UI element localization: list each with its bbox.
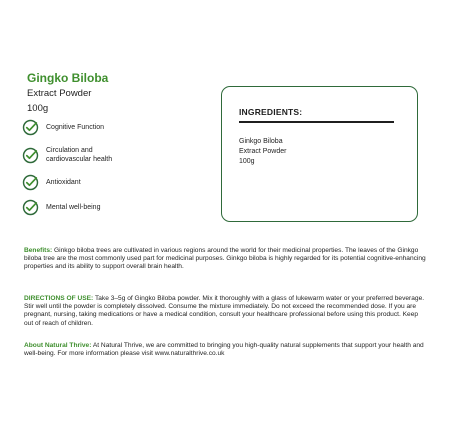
directions-text: Take 3–5g of Gingko Biloba powder. Mix it thoroughly with a glass of lukewarm water or your preferred beverage. Stir well until the powder is completely dissolved. Consume the mixture immediately. Do not exceed the recommended dose. If you are pregnant, nursing, taking medications or have a medical condition, consult your healthcare professional before using this product. Keep out of reach of children. <box>24 295 425 327</box>
benefit-label: Antioxidant <box>46 179 81 186</box>
about-text: At Natural Thrive, we are committed to bringing you high-quality natural supplements that support your health and well-being. For more information please visit www.naturalthrive.co.uk <box>24 342 424 358</box>
directions-paragraph <box>24 295 429 328</box>
product-title: Gingko Biloba <box>27 71 109 85</box>
about-paragraph <box>24 342 429 358</box>
directions-label: DIRECTIONS OF USE: <box>24 295 94 302</box>
benefit-label: Cognitive Function <box>46 124 104 131</box>
ingredients-box <box>221 86 418 222</box>
benefit-item-circulation <box>22 146 112 164</box>
ingredient-line: Ginkgo Biloba <box>239 138 283 145</box>
ingredients-heading: INGREDIENTS: <box>239 107 303 117</box>
ingredient-line: 100g <box>239 158 255 165</box>
benefit-label: Circulation and cardiovascular health <box>46 147 113 163</box>
product-weight: 100g <box>27 103 49 114</box>
product-subtitle: Extract Powder <box>27 88 92 99</box>
benefit-item-mental-well-being <box>22 199 100 216</box>
benefits-paragraph <box>24 247 429 272</box>
check-circle-icon <box>22 199 39 216</box>
benefit-item-antioxidant <box>22 174 81 191</box>
benefit-item-cognitive-function <box>22 119 104 136</box>
check-circle-icon <box>22 174 39 191</box>
benefits-label: Benefits: <box>24 247 53 254</box>
benefits-text: Ginkgo biloba trees are cultivated in various regions around the world for their medicinal properties. The leaves of the Ginkgo biloba tree are the most commonly used part for medicinal purposes. Ginkgo biloba is highly regarded for its potential cognitive-enhancing properties and its ability to support overall brain health. <box>24 247 426 271</box>
ingredient-line: Extract Powder <box>239 148 287 155</box>
check-circle-icon <box>22 147 39 164</box>
check-circle-icon <box>22 119 39 136</box>
ingredients-divider <box>239 121 394 123</box>
about-label: About Natural Thrive: <box>24 342 92 349</box>
benefit-label: Mental well-being <box>46 204 101 211</box>
